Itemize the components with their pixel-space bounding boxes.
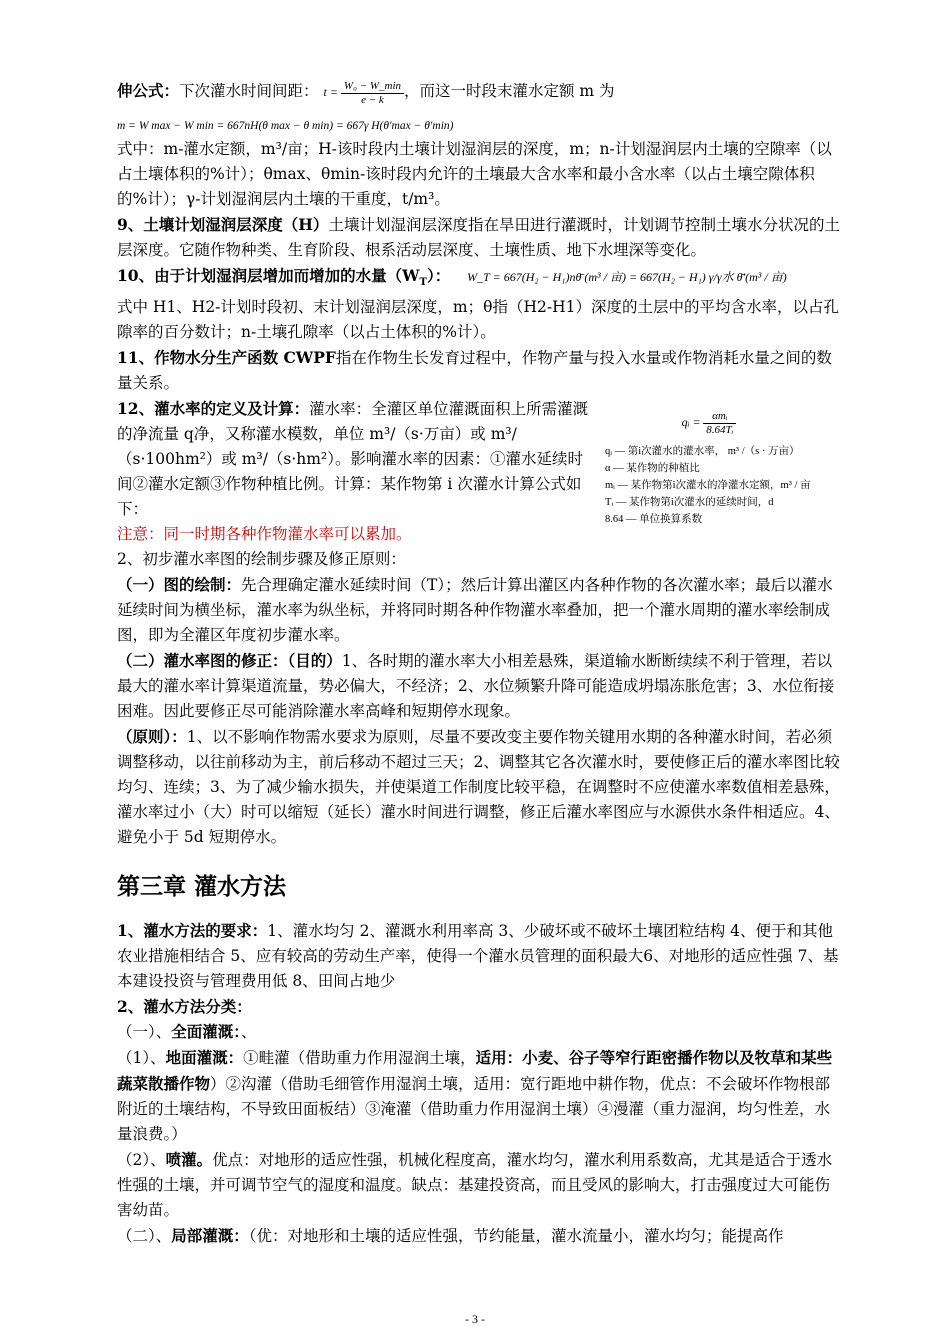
formula-def: α — 某作物的种植比 (605, 462, 700, 474)
formula-def: 8.64 — 单位换算系数 (605, 513, 703, 525)
paragraph-16: （原则）：1、以不影响作物需水要求为原则，尽量不要改变主要作物关键用水期的各种灌水时间，若必须调整移动，以往前移动为主，前后移动不超过三天；2、调整其它各次灌水时，要使修正后的灌水率图比较均匀、连续；3、为了减少输水损失，并使渠道工作制度比较平稳，在调整时不应使灌水率数值相差悬殊，灌水率过小（大）时可以缩短（延长）灌水时间进行调整，修正后灌水率图应与水源供水条件相适应。4、避免小于 5d 短期停水。 (117, 726, 840, 846)
chapter-para-5: （2）、喷灌。优点：对地形的适应性强，机械化程度高，灌水均匀，灌水利用系数高，尤其是适合于透水性强的土壤，并可调节空气的湿度和温度。缺点：基建投资高，而且受风的影响大，打击强度过大可能伤害幼苗。 (117, 1149, 833, 1219)
section-12 (117, 396, 843, 547)
paragraph-14: （一）图的绘制：先合理确定灌水延续时间（T）；然后计算出灌区内各种作物的各次灌水率；最后以灌水延续时间为横坐标，灌水率为纵坐标，并将同时期各种作物灌水率叠加，把一个灌水周期的灌水率绘制成图，即为全灌区年度初步灌水率。 (117, 574, 833, 644)
chapter-para-2: 2、灌水方法分类： (117, 996, 252, 1016)
paragraph-13: 2、初步灌水率图的绘制步骤及修正原则： (117, 549, 406, 568)
paragraph-12: 12、灌水率的定义及计算：灌水率：全灌区单位灌溉面积上所需灌溉的净流量 q净，又称灌水模数，单位 m³/（s·万亩）或 m³/（s·100hm²）或 m³/（s·hm²）。影响灌水率的因素：①灌水延续时间②灌水定额③作物种植比例。计算：某作物第 i 次灌水计算公式如下： (117, 398, 589, 518)
paragraph-m-definitions: 式中：m-灌水定额，m³/亩；H-该时段内土壤计划湿润层的深度，m；n-计划湿润层内土壤的空隙率（以占土壤体积的%计）；θmax、θmin-该时段内允许的土壤最大含水率和最小含水率（以占土壤空隙体积的%计）；γ-计划湿润层内土壤的干重度，t/m³。 (117, 139, 832, 208)
paragraph-10-definitions: 式中 H1、H2-计划时段初、末计划湿润层深度，m；θ指（H2-H1）深度的土层中的平均含水率，以占孔隙率的百分数计；n-土壤孔隙率（以占土体积的%计）。 (117, 297, 839, 341)
formula-def: mᵢ — 某作物第i次灌水的净灌水定额，m³ / 亩 (605, 479, 811, 491)
paragraph-11: 11、作物水分生产函数 CWPF指在作物生长发育过程中，作物产量与投入水量或作物消耗水量之间的数量关系。 (117, 347, 832, 392)
formula-q-block (593, 396, 843, 547)
paragraph-9: 9、土壤计划湿润层深度（H）土壤计划湿润层深度指在旱田进行灌溉时，计划调节控制土壤水分状况的土层深度。它随作物种类、生育阶段、根系活动层深度、土壤性质、地下水埋深等变化。 (117, 214, 840, 259)
chapter-title: 第三章 灌水方法 (117, 873, 287, 900)
formula-def: qᵢ — 第i次灌水的灌水率， m³ /（s · 万亩） (605, 445, 800, 457)
page-content (117, 78, 843, 1249)
paragraph-10: 10、由于计划湿润层增加而增加的水量$(W_T)$： W_T = 667(H₂ − H₁)nθ̄ (m³ / 亩) = 667(H₂ − H₁) γ/γ水 θ̄′(m³ / 亩) (117, 265, 787, 288)
paragraph-15: （二）灌水率图的修正：（目的）1、各时期的灌水率大小相差悬殊，渠道输水断断续续不利于管理，若以最大的灌水率计算渠道流量，势必偏大，不经济；2、水位频繁升降可能造成坍塌冻胀危害；3、水位衔接困难。因此要修正尽可能消除灌水率高峰和短期停水现象。 (117, 650, 835, 720)
paragraph-extension-formula: 伸公式：下次灌水时间间距： t = $\frac{\text{W₀ − W\_min}}{e - k}$ ，而这一时段末灌水定额 m 为 (117, 79, 615, 106)
formula-m: m = W max − W min = 667nH(θ max − θ min) = 667γ H(θ′max − θ′min) (117, 119, 454, 132)
page-number: - 3 - (465, 1312, 485, 1326)
formula-wt: W_T = 667(H₂ − H₁)nθ̄ (m³ / 亩) = 667(H₂ − H₁) γ/γ水 θ̄′(m³ / 亩) (467, 269, 787, 284)
chapter-para-3: （一）、全面灌溉：、 (117, 1021, 257, 1041)
formula-q: qᵢ = $\frac{\text{αmᵢ}}{\text{8.64Tᵢ}}$ (575, 410, 843, 437)
formula-t: t = $\frac{\text{W₀ − W\_min}}{e - k}$ (323, 85, 404, 99)
chapter-para-6: （二）、局部灌溉：（优：对地形和土壤的适应性强，节约能量，灌水流量小，灌水均匀；能提高作 (117, 1225, 784, 1245)
formula-def: Tᵢ — 某作物第i次灌水的延续时间，d (605, 496, 774, 508)
label: 伸公式 (117, 81, 164, 100)
note-red: 注意：同一时期各种作物灌水率可以累加。 (117, 524, 412, 543)
chapter-para-4: （1）、地面灌溉：①畦灌（借助重力作用湿润土壤，适用：小麦、谷子等窄行距密播作物以及牧草和某些蔬菜散播作物）②沟灌（借助毛细管作用湿润土壤，适用：宽行距地中耕作物，优点：不会破坏作物根部附近的土壤结构，不导致田面板结）③淹灌（借助重力作用湿润土壤）④漫灌（重力湿润，均匀性差，水量浪费。） (117, 1047, 833, 1143)
chapter-para-1: 1、灌水方法的要求：1、灌水均匀 2、灌溉水利用率高 3、少破坏或不破坏土壤团粒结构 4、便于和其他农业措施相结合 5、应有较高的劳动生产率，使得一个灌水员管理的面积最大6、对地形的适应性强 7、基本建设投资与管理费用低 8、田间占地少 (117, 920, 839, 990)
